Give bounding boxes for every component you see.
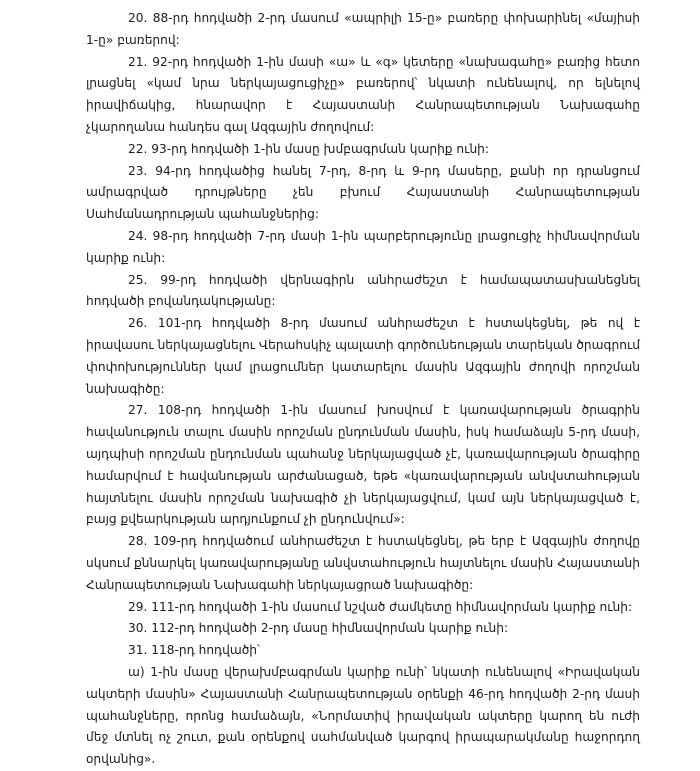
paragraph-31-a: ա) 1-ին մասը վերախմբագրման կարիք ունի՝ նկատի ունենալով «Իրավական ակտերի մասին» Հայաստանի Հանրապետության օրենքի 46-րդ հոդվածի 2-րդ մասի պահանջները, որոնց համաձայն, «Նորմատիվ իրավական ակտերը կարող են ուժի մեջ մտնել ոչ շուտ, քան օրենքով սահմանված կարգով իրապարակմանը հաջորդող օրվանից». [86,664,640,767]
paragraph-20: 20. 88-րդ հոդվածի 2-րդ մասում «ապրիլի 15-ը» բառերը փոխարինել «մայիսի 1-ը» բառերով: [86,11,640,47]
paragraph-23: 23. 94-րդ հոդվածից հանել 7-րդ, 8-րդ և 9-րդ մասերը, քանի որ դրանցում ամրագրված դրույթները չեն բխում Հայաստանի Հանրապետության Սահմանադրության պահանջներից: [86,163,640,222]
paragraph-21: 21. 92-րդ հոդվածի 1-ին մասի «ա» և «գ» կետերը «նախագահը» բառից հետո լրացնել «կամ նրա ներկայացուցիչը» բառերով՝ նկատի ունենալով, որ ելնելով իրավիճակից, հնարավոր է Հայաստանի Հանրապետության Նախագահը չկարողանա հանդես գալ Ազգային ժողովում: [86,54,640,134]
paragraph-27: 27. 108-րդ հոդվածի 1-ին մասում խոսվում է կառավարության ծրագրին հավանություն տալու մասին որոշման ընդունման մասին, իսկ համաձայն 5-րդ մասի, այդպիսի որոշման ընդունման պահանջ ներկայացված չէ, կառավարության ծրագիրը համարվում է հավանության արժանացած, եթե «կառավարության անվստահության հայտնելու մասին որոշման նախագիծ չի ներկայացվում, կամ այն ներկայացված է, բայց քվեարկության արդյունքում չի ընդունվում»: [86,403,640,527]
paragraph-30: 30. 112-րդ հոդվածի 2-րդ մասը հիմնավորման կարիք ունի: [128,621,509,636]
paragraph-25: 25. 99-րդ հոդվածի վերնագիրն անհրաժեշտ է համապատասխանեցնել հոդվածի բովանդակությանը: [86,272,640,309]
paragraph-22: 22. 93-րդ հոդվածի 1-ին մասը խմբագրման կարիք ունի: [128,141,489,156]
paragraph-26: 26. 101-րդ հոդվածի 8-րդ մասում անհրաժեշտ է հստակեցնել, թե ով է իրավասու ներկայացնելու Վերահսկիչ պալատի գործունեության տարեկան ծրագրում փոփոխություններ կամ լրացումներ կատարելու մասին Ազգային ժողովի որոշման նախագիծը: [86,316,640,396]
paragraph-24: 24. 98-րդ հոդվածի 7-րդ մասի 1-ին պարբերությունը լրացուցիչ հիմնավորման կարիք ունի: [86,228,640,265]
paragraph-28: 28. 109-րդ հոդվածում անհրաժեշտ է հստակեցնել, թե երբ է Ազգային ժողովը սկսում քննարկել կառավարությանը անվստահություն հայտնելու մասին Հայաստանի Հանրապետության Նախագահի ներկայացրած նախագիծը: [86,534,640,592]
paragraph-31: 31. 118-րդ հոդվածի՝ [128,643,260,658]
paragraph-29: 29. 111-րդ հոդվածի 1-ին մասում նշված ժամկետը հիմնավորման կարիք ունի: [128,599,633,614]
